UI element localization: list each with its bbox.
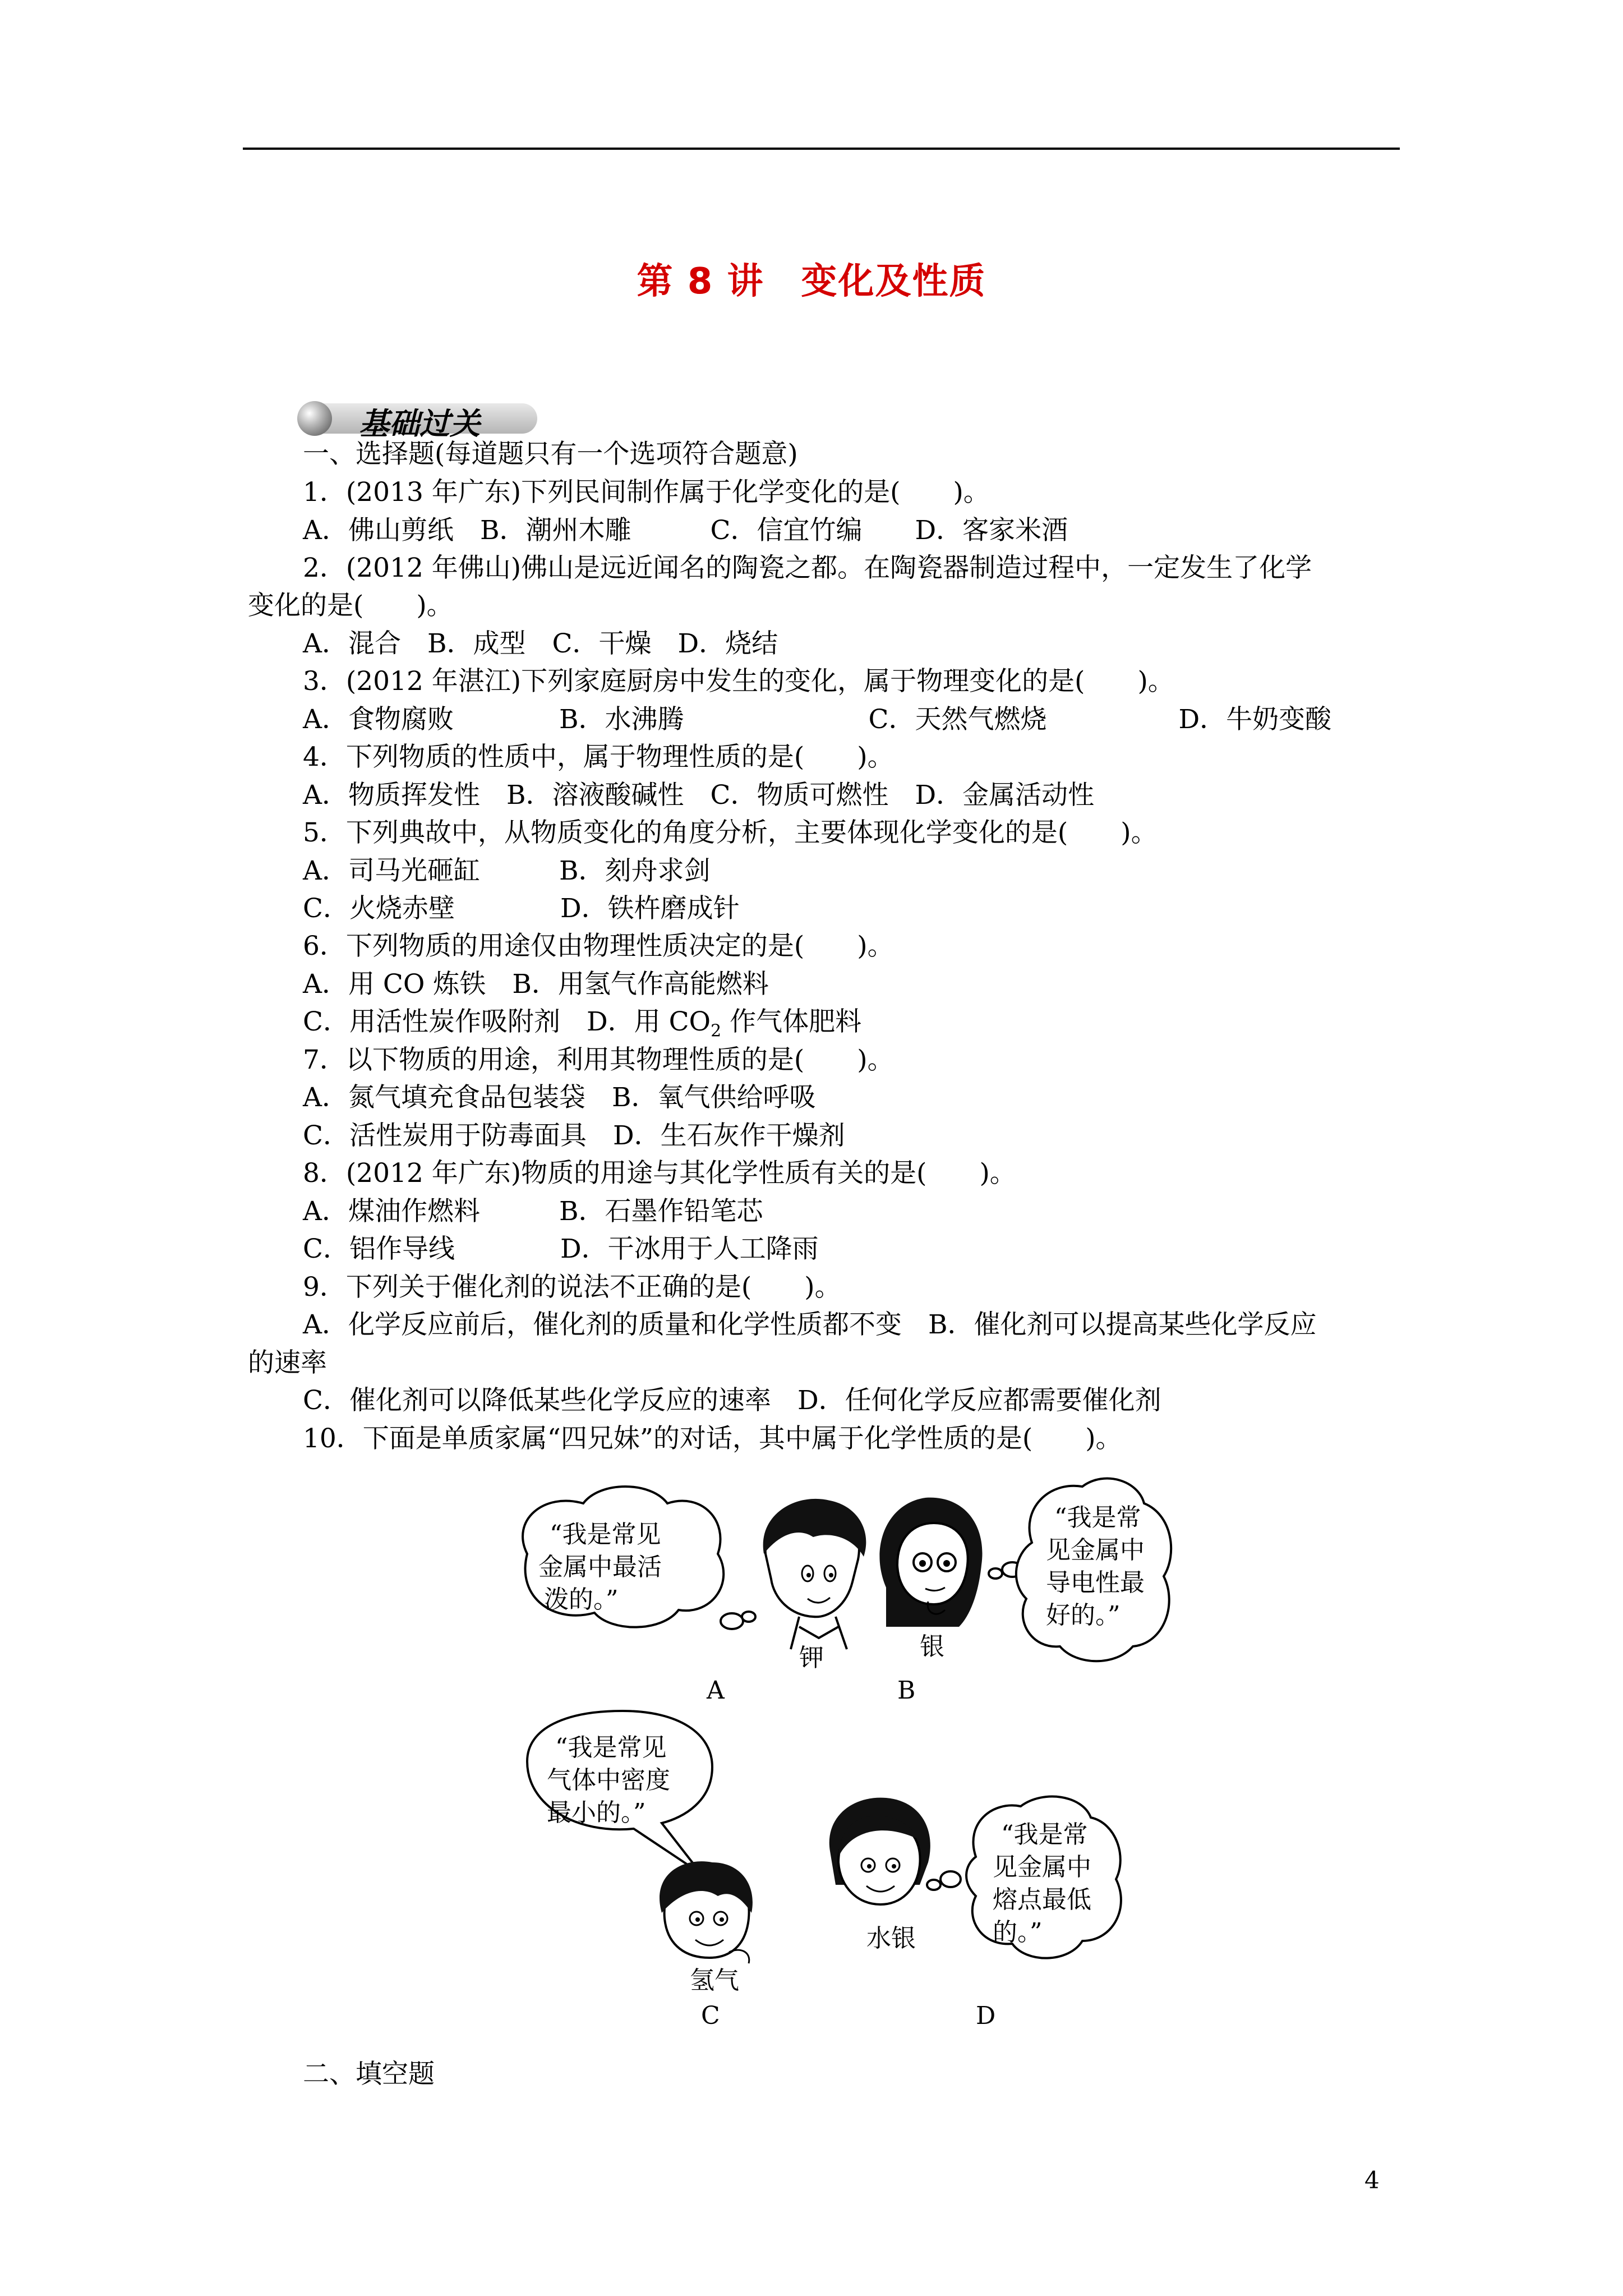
- page-number: 4: [1364, 2166, 1380, 2194]
- cartoon-boy-icon: [763, 1499, 866, 1649]
- bubble-a-line-1: “我是常见: [550, 1520, 661, 1549]
- bubble-d-line-3: 熔点最低: [993, 1885, 1091, 1914]
- q7-options: A．氮气填充食品包装袋 B．氧气供给呼吸: [303, 1082, 816, 1113]
- bubble-a: [523, 1487, 755, 1629]
- q6-options: A．用 CO 炼铁 B．用氢气作高能燃料: [303, 969, 769, 1000]
- bubble-c-line-2: 气体中密度: [547, 1766, 670, 1795]
- q3-stem: 3．(2012 年湛江)下列家庭厨房中发生的变化，属于物理变化的是( )。: [303, 666, 1174, 697]
- letter-a: A: [707, 1676, 725, 1705]
- q8-stem: 8．(2012 年广东)物质的用途与其化学性质有关的是( )。: [303, 1158, 1016, 1189]
- name-a: 钾: [799, 1644, 824, 1672]
- q7-stem: 7．以下物质的用途，利用其物理性质的是( )。: [303, 1045, 894, 1075]
- letter-c: C: [701, 2001, 720, 2030]
- q6-options-2-b: 作气体肥料: [721, 1006, 862, 1037]
- part1-heading: 一、选择题(每道题只有一个选项符合题意): [303, 439, 798, 470]
- q5-options-2: C．火烧赤壁 D．铁杵磨成针: [303, 893, 740, 924]
- bubble-b-line-4: 好的。”: [1046, 1601, 1121, 1630]
- q8-options-2: C．铝作导线 D．干冰用于人工降雨: [303, 1234, 819, 1264]
- name-b: 银: [920, 1632, 944, 1661]
- badge-ball-icon: [297, 401, 332, 436]
- q5-options: A．司马光砸缸 B．刻舟求剑: [303, 855, 711, 886]
- bubble-d: [927, 1797, 1121, 1958]
- q9-stem: 9．下列关于催化剂的说法不正确的是( )。: [303, 1272, 841, 1303]
- bubble-c: [527, 1711, 712, 1874]
- q4-options: A．物质挥发性 B．溶液酸碱性 C．物质可燃性 D．金属活动性: [303, 780, 1095, 811]
- dialogue-figure: [494, 1470, 1223, 2053]
- q4-stem: 4．下列物质的性质中，属于物理性质的是( )。: [303, 742, 894, 772]
- header-rule: [243, 148, 1400, 150]
- q10-stem: 10．下面是单质家属“四兄妹”的对话，其中属于化学性质的是( )。: [303, 1423, 1122, 1454]
- name-c: 氢气: [690, 1966, 739, 1995]
- q2-stem-cont: 变化的是( )。: [248, 590, 453, 621]
- cartoon-girl-icon: [879, 1498, 982, 1627]
- page-title: 第 8 讲 变化及性质: [637, 261, 986, 302]
- q5-stem: 5．下列典故中，从物质变化的角度分析，主要体现化学变化的是( )。: [303, 817, 1158, 848]
- badge-label: 基础过关: [359, 406, 480, 441]
- q6-co2-subscript: 2: [711, 1021, 722, 1041]
- cartoon-mercury-icon: [829, 1798, 930, 1904]
- bubble-b: [989, 1479, 1171, 1662]
- letter-d: D: [976, 2001, 996, 2030]
- q6-stem: 6．下列物质的用途仅由物理性质决定的是( )。: [303, 931, 894, 961]
- q3-options: A．食物腐败 B．水沸腾 C．天然气燃烧 D．牛奶变酸: [303, 704, 1332, 735]
- bubble-a-line-3: 泼的。”: [544, 1585, 619, 1614]
- q1-options: A．佛山剪纸 B．潮州木雕 C．信宜竹编 D．客家米酒: [303, 515, 1068, 546]
- section-badge: [297, 395, 544, 440]
- q9-options-2: C．催化剂可以降低某些化学反应的速率 D．任何化学反应都需要催化剂: [303, 1385, 1161, 1416]
- q7-options-2: C．活性炭用于防毒面具 D．生石灰作干燥剂: [303, 1120, 845, 1151]
- bubble-b-line-1: “我是常: [1054, 1503, 1141, 1532]
- bubble-b-line-2: 见金属中: [1046, 1536, 1145, 1565]
- bubble-d-line-4: 的。”: [993, 1918, 1043, 1947]
- bubble-c-line-3: 最小的。”: [547, 1798, 646, 1827]
- q2-stem: 2．(2012 年佛山)佛山是远近闻名的陶瓷之都。在陶瓷器制造过程中，一定发生了化学: [303, 553, 1312, 583]
- q6-options-2-a: C．用活性炭作吸附剂 D．用 CO: [303, 1006, 711, 1037]
- q1-stem: 1．(2013 年广东)下列民间制作属于化学变化的是( )。: [303, 477, 990, 508]
- bubble-d-line-1: “我是常: [1001, 1820, 1088, 1849]
- bubble-a-line-2: 金属中最活: [538, 1553, 662, 1581]
- bubble-c-line-1: “我是常见: [555, 1733, 667, 1762]
- part2-heading: 二、填空题: [303, 2059, 435, 2090]
- bubble-d-line-2: 见金属中: [993, 1853, 1091, 1881]
- q8-options: A．煤油作燃料 B．石墨作铅笔芯: [303, 1196, 763, 1227]
- bubble-b-line-3: 导电性最: [1046, 1568, 1145, 1597]
- q2-options: A．混合 B．成型 C．干燥 D．烧结: [303, 628, 778, 659]
- q9-options-cont: 的速率: [248, 1347, 327, 1378]
- name-d: 水银: [866, 1924, 916, 1953]
- letter-b: B: [897, 1676, 916, 1705]
- q9-options: A．化学反应前后，催化剂的质量和化学性质都不变 B．催化剂可以提高某些化学反应: [303, 1309, 1317, 1340]
- cartoon-hydrogen-icon: [660, 1861, 753, 1963]
